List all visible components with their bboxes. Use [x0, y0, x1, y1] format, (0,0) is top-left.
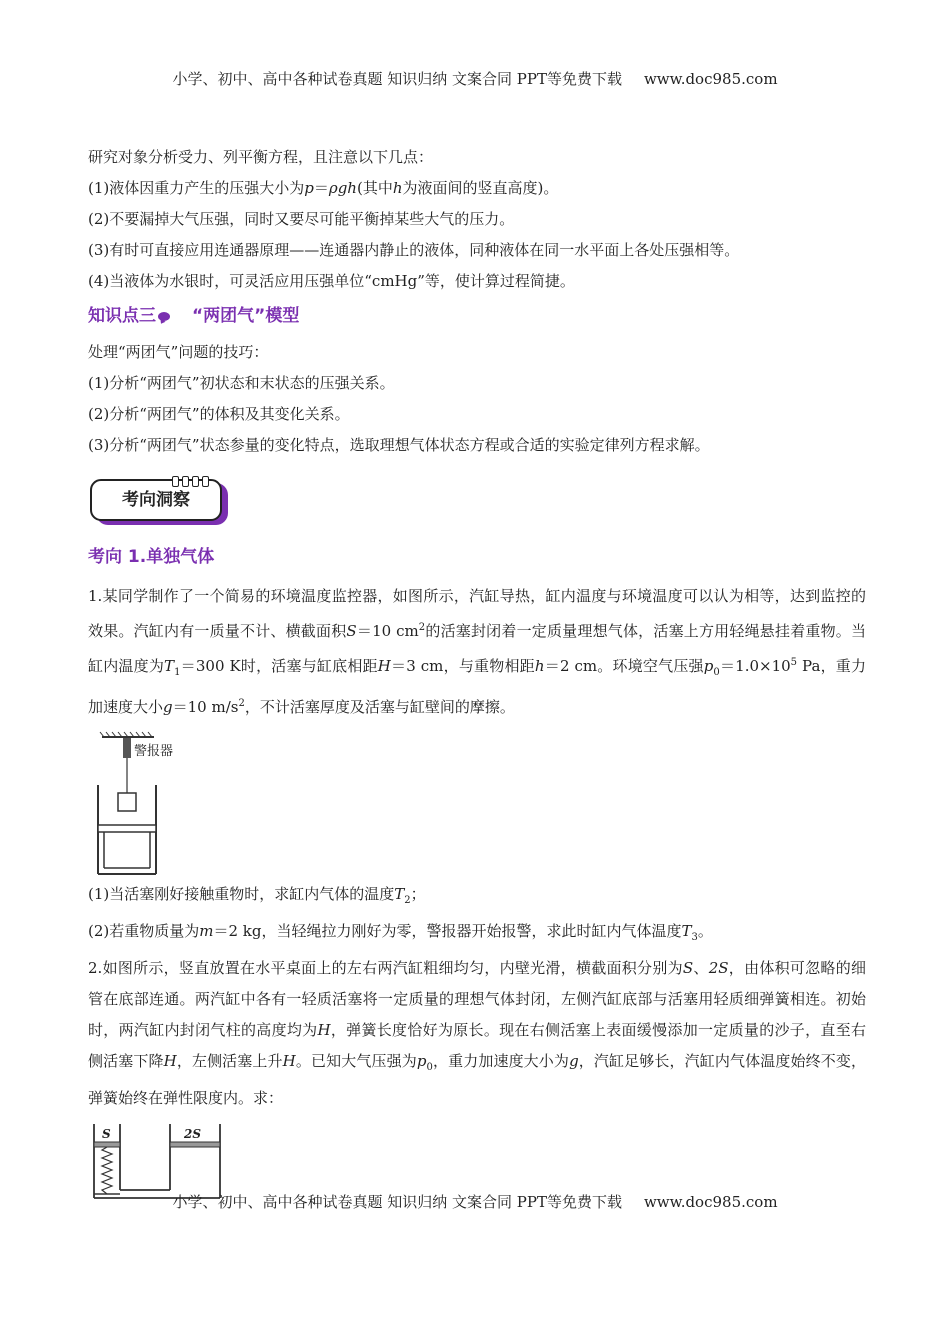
badge-text: 考向洞察	[90, 479, 222, 521]
section-badge	[90, 477, 232, 529]
question-1-text: 1.某同学制作了一个简易的环境温度监控器，如图所示，汽缸导热，缸内温度与环境温度可以认为相等，达到监控的效果。汽缸内有一质量不计、横截面积S＝10 $cm^2$的活塞封闭着一定质量理想气体，活塞上方用轻绳悬挂着重物。当缸内温度为$T_1=300$ K时，活塞与缸底相距H＝3 cm，与重物相距h＝2 cm。环境空气压强$p_0=1.0\times 10^5$ Pa，重力加速度大小g＝10 $m/s^2$，不计活塞厚度及活塞与缸壁间的摩擦。	[88, 587, 867, 716]
kp-label: 知识点三	[88, 306, 156, 326]
question-1-part-1: (1)当活塞刚好接触重物时，求缸内气体的温度$T_2$；	[88, 885, 426, 906]
page-content	[88, 142, 866, 1204]
section-title: 考向 1.单独气体	[88, 547, 215, 567]
intro-line-1: (1)液体因重力产生的压强大小为p＝ρgh(其中h为液面间的竖直高度)。	[88, 179, 559, 197]
footer-text: 小学、初中、高中各种试卷真题 知识归纳 文案合同 PPT等免费下载	[172, 1193, 622, 1211]
figure-temperature-monitor	[92, 729, 866, 879]
intro-line-0: 研究对象分析受力、列平衡方程，且注意以下几点：	[88, 148, 434, 166]
header-site: www.doc985.com	[643, 70, 778, 88]
spring-icon	[102, 1147, 112, 1194]
kp-line-3: (3)分析“两团气”状态参量的变化特点，选取理想气体状态方程或合适的实验定律列方程求解。	[88, 436, 710, 454]
alarm-label: 警报器	[134, 744, 174, 759]
intro-line-2: (2)不要漏掉大气压强，同时又要尽可能平衡掉某些大气的压力。	[88, 210, 515, 228]
left-area-label: S	[102, 1127, 111, 1141]
notebook-rings-icon	[172, 473, 212, 491]
intro-line-4: (4)当液体为水银时，可灵活应用压强单位“cmHg”等，使计算过程简捷。	[88, 272, 575, 290]
header-text: 小学、初中、高中各种试卷真题 知识归纳 文案合同 PPT等免费下载	[172, 70, 622, 88]
question-1-part-2: (2)若重物质量为m＝2 kg，当轻绳拉力刚好为零，警报器开始报警，求此时缸内气体温度$T_3$。	[88, 922, 713, 943]
page-header	[0, 68, 950, 89]
kp-line-0: 处理“两团气”问题的技巧：	[88, 343, 269, 361]
kp-line-2: (2)分析“两团气”的体积及其变化关系。	[88, 405, 350, 423]
intro-line-3: (3)有时可直接应用连通器原理——连通器内静止的液体，同种液体在同一水平面上各处压强相等。	[88, 241, 740, 259]
question-2-text: 2.如图所示，竖直放置在水平桌面上的左右两汽缸粗细均匀，内壁光滑，横截面积分别为S、2S，由体积可忽略的细管在底部连通。两汽缸中各有一轻质活塞将一定质量的理想气体封闭，左侧汽缸底部与活塞用轻质细弹簧相连。初始时，两汽缸内封闭气柱的高度均为H，弹簧长度恰好为原长。现在右侧活塞上表面缓慢添加一定质量的沙子，直至右侧活塞下降H，左侧活塞上升H。已知大气压强为$p_0$，重力加速度大小为g，汽缸足够长，汽缸内气体温度始终不变，弹簧始终在弹性限度内。求：	[88, 959, 866, 1107]
kp-line-1: (1)分析“两团气”初状态和末状态的压强关系。	[88, 374, 395, 392]
speech-bubble-icon	[158, 312, 170, 321]
knowledge-point-heading	[88, 299, 866, 333]
cylinder-diagram	[92, 729, 212, 879]
footer-site: www.doc985.com	[643, 1193, 778, 1211]
kp-title: “两团气”模型	[192, 306, 300, 326]
right-area-label: 2S	[184, 1127, 202, 1141]
page-footer	[0, 1191, 950, 1212]
